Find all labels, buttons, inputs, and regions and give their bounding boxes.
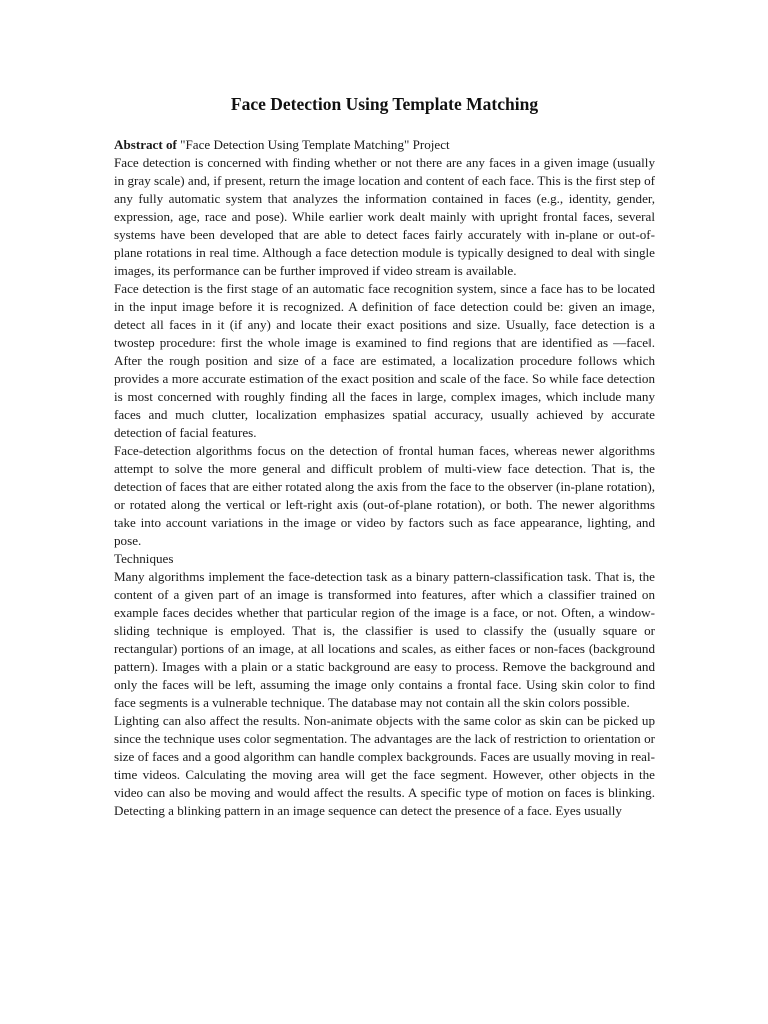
abstract-project-name: "Face Detection Using Template Matching" Project xyxy=(176,137,450,152)
paragraph-face-detection-stage: Face detection is the first stage of an automatic face recognition system, since a face has to be located in the input image before it is recognized. A definition of face detection could be: given an image, detect all faces in it (if any) and locate their exact positions and size. Usually, face detection is a twostep procedure: first the whole image is examined to find regions that are identified as —face‖. After the rough position and size of a face are estimated, a localization procedure follows which provides a more accurate estimation of the exact position and scale of the face. So while face detection is most concerned with roughly finding all the faces in large, complex images, which include many faces and much clutter, localization emphasizes spatial accuracy, usually achieved by accurate detection of facial features. xyxy=(114,281,655,440)
abstract-heading xyxy=(114,136,655,154)
paragraph-face-detection-algorithms: Face-detection algorithms focus on the detection of frontal human faces, whereas newer algorithms attempt to solve the more general and difficult problem of multi-view face detection. That is, the detection of faces that are either rotated along the axis from the face to the observer (in-plane rotation), or rotated along the vertical or left-right axis (out-of-plane rotation), or both. The newer algorithms take into account variations in the image or video by factors such as face appearance, lighting, and pose. xyxy=(114,443,655,548)
paragraph-techniques-lighting: Lighting can also affect the results. Non-animate objects with the same color as skin can be picked up since the technique uses color segmentation. The advantages are the lack of restriction to orientation or size of faces and a good algorithm can handle complex backgrounds. Faces are usually moving in real-time videos. Calculating the moving area will get the face segment. However, other objects in the video can also be moving and would affect the results. A specific type of motion on faces is blinking. Detecting a blinking pattern in an image sequence can detect the presence of a face. Eyes usually xyxy=(114,713,655,818)
paragraph-techniques-classification: Many algorithms implement the face-detection task as a binary pattern-classification task. That is, the content of a given part of an image is transformed into features, after which a classifier trained on example faces decides whether that particular region of the image is a face, or not. Often, a window-sliding technique is employed. That is, the classifier is used to classify the (usually square or rectangular) portions of an image, at all locations and scales, as either faces or non-faces (background pattern). Images with a plain or a static background are easy to process. Remove the background and only the faces will be left, assuming the image only contains a frontal face. Using skin color to find face segments is a vulnerable technique. The database may not contain all the skin colors possible. xyxy=(114,569,655,710)
abstract-label: Abstract of xyxy=(114,137,177,152)
paragraph-face-detection-intro: Face detection is concerned with finding whether or not there are any faces in a given image (usually in gray scale) and, if present, return the image location and content of each face. This is the first step of any fully automatic system that analyzes the information contained in faces (e.g., identity, gender, expression, age, race and pose). While earlier work dealt mainly with upright frontal faces, several systems have been developed that are able to detect faces fairly accurately with in-plane or out-of-plane rotations in real time. Although a face detection module is typically designed to deal with single images, its performance can be further improved if video stream is available. xyxy=(114,155,655,278)
document-title: Face Detection Using Template Matching xyxy=(230,94,539,114)
section-heading-techniques: Techniques xyxy=(114,551,174,566)
document-body xyxy=(114,93,655,820)
